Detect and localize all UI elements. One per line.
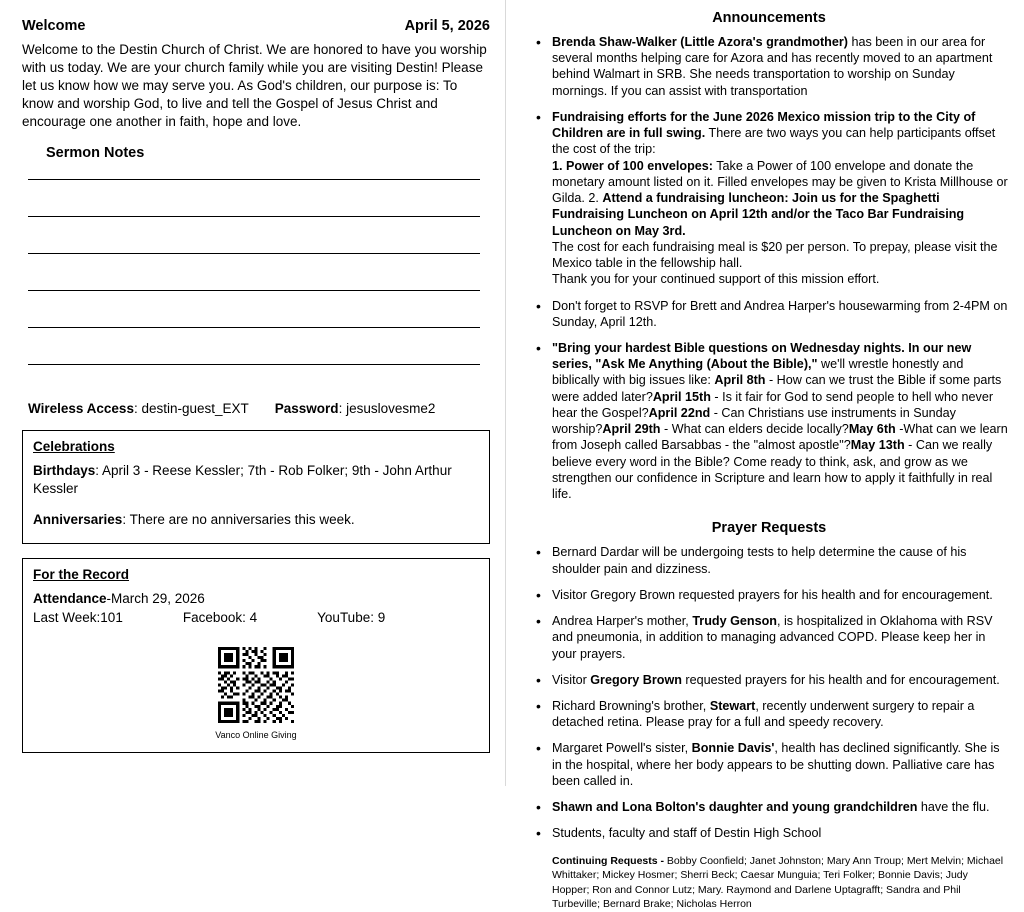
- list-item: [530, 109, 1008, 288]
- list-item: [530, 672, 1008, 688]
- continuing-requests-label: Continuing Requests -: [552, 854, 664, 867]
- fundraiser-option-2-lead: Attend a fundraising luncheon:: [602, 191, 789, 206]
- welcome-header: [22, 18, 490, 34]
- birthdays-label: Birthdays: [33, 462, 96, 478]
- bible-q-date: April 8th: [714, 373, 766, 388]
- note-line: [28, 216, 480, 217]
- prayer-post: , health has declined significantly. She is in the hospital, where her body appears to be shutting down. Palliative care has been called in.: [552, 741, 1000, 788]
- left-column: [0, 0, 512, 786]
- bible-q-text: - Can Christians use instruments in Sunday worship?: [552, 405, 956, 437]
- bible-q-text: -What can we learn from Joseph called Barsabbas - the "almost apostle"?: [552, 422, 1008, 453]
- prayer-name: Stewart: [709, 698, 756, 713]
- prayer-pre: Visitor: [552, 672, 591, 687]
- bible-q-date: April 29th: [602, 422, 661, 437]
- prayer-post: Bernard Dardar will be undergoing tests to help determine the cause of his shoulder pain and dizziness.: [552, 545, 967, 576]
- prayer-name: Shawn and Lona Bolton's daughter and young grandchildren: [552, 800, 918, 815]
- list-item: [530, 799, 1008, 815]
- note-line: [28, 179, 480, 180]
- wireless-access-row: [28, 401, 490, 416]
- wireless-password-value: jesuslovesme2: [346, 400, 436, 416]
- note-line: [28, 253, 480, 254]
- announcement-text: Don't forget to RSVP for Brett and Andrea Harper's housewarming from 2-4PM on Sunday, April 12th.: [552, 298, 1008, 329]
- record-counts: [33, 610, 479, 625]
- prayer-post: , recently underwent surgery to repair a detached retina. Please pray for a full and speedy recovery.: [552, 698, 975, 730]
- list-item: [530, 698, 1008, 730]
- bible-q-text: - Is it fair for God to send people to hell who never hear the Gospel?: [552, 389, 994, 420]
- announcement-text: There are two ways you can help participants offset the cost of the trip:: [552, 126, 996, 157]
- prayer-pre: Margaret Powell's sister,: [552, 741, 692, 756]
- bible-q-date: April 15th: [652, 389, 711, 404]
- announcement-lead: Brenda Shaw-Walker (Little Azora's grandmother): [552, 35, 848, 49]
- bible-q-text: - What can elders decide locally?: [660, 422, 849, 437]
- bible-questions-body: we'll wrestle honestly and biblically with big issues like:: [552, 357, 964, 388]
- right-column: [512, 0, 1024, 911]
- prayer-post: Visitor Gregory Brown requested prayers for his health and for encouragement.: [552, 587, 993, 602]
- sermon-notes-title: Sermon Notes: [46, 144, 145, 161]
- fundraiser-tail-2: Thank you for your continued support of this mission effort.: [552, 272, 880, 287]
- welcome-title: Welcome: [22, 18, 86, 34]
- prayer-name: Trudy Genson: [692, 614, 777, 629]
- prayer-requests-heading: Prayer Requests: [711, 520, 827, 537]
- wireless-access: Wireless Access: destin-guest_EXT: [28, 400, 249, 416]
- wireless-access-value: destin-guest_EXT: [141, 400, 249, 416]
- fundraiser-tail: The cost for each fundraising meal is $20 per person. To prepay, please visit the Mexico table in the fellowship hall.: [552, 239, 998, 271]
- birthdays-value: April 3 - Reese Kessler; 7th - Rob Folker; 9th - John Arthur Kessler: [33, 462, 452, 496]
- anniversaries-row: Anniversaries: There are no anniversaries this week.: [33, 512, 355, 528]
- prayer-pre: Richard Browning's brother,: [552, 698, 710, 713]
- wireless-password: Password: jesuslovesme2: [274, 400, 436, 416]
- for-the-record-box: [22, 558, 490, 753]
- last-week-label: Last Week:: [33, 610, 101, 626]
- record-heading: For the Record: [33, 567, 130, 583]
- youtube-label: YouTube:: [317, 610, 374, 626]
- last-week-value: 101: [100, 610, 123, 626]
- column-divider: [505, 0, 506, 786]
- note-line: [28, 290, 480, 291]
- fundraiser-option-1-lead: 1. Power of 100 envelopes:: [552, 158, 713, 173]
- announcement-text: has been in our area for several months helping care for Azora and has recently moved to an apartment behind Walmart in SRB. She needs transportation to worship on Sunday mornings. If you can assist with transportation: [552, 35, 993, 98]
- qr-caption: Vanco Online Giving: [215, 730, 297, 741]
- wireless-access-label: Wireless Access: [28, 400, 134, 416]
- bulletin-date: April 5, 2026: [404, 18, 490, 34]
- note-line: [28, 364, 480, 365]
- prayer-name: Bonnie Davis': [691, 741, 775, 756]
- list-item: [530, 34, 1008, 99]
- anniversaries-label: Anniversaries: [33, 512, 123, 528]
- bible-questions-closing: Come ready to think, ask, and grow as we strengthen our confidence in Scripture and learn how to apply it faithfully in real life.: [552, 454, 993, 502]
- celebrations-heading: Celebrations: [33, 438, 115, 454]
- wireless-password-label: Password: [274, 400, 339, 416]
- attendance-date: -March 29, 2026: [106, 591, 205, 607]
- bible-q-text: - How can we trust the Bible if some parts were added later?: [552, 373, 1002, 404]
- list-item: [530, 740, 1008, 789]
- prayer-post: have the flu.: [917, 800, 990, 815]
- birthdays-row: Birthdays: April 3 - Reese Kessler; 7th - Rob Folker; 9th - John Arthur Kessler: [33, 462, 452, 496]
- prayer-post: , is hospitalized in Oklahoma with RSV and pneumonia, in addition to managing advanced COPD. Please keep her in your prayers.: [552, 614, 993, 661]
- anniversaries-value: There are no anniversaries this week.: [129, 512, 355, 528]
- list-item: [530, 613, 1008, 662]
- list-item: [530, 340, 1008, 502]
- prayer-name: Gregory Brown: [590, 672, 682, 687]
- facebook-label: Facebook:: [182, 610, 246, 626]
- note-line: [28, 327, 480, 328]
- list-item: [530, 825, 1008, 841]
- facebook-value: 4: [249, 610, 258, 626]
- bible-q-date: April 22nd: [648, 405, 711, 420]
- prayer-post: Students, faculty and staff of Destin High School: [552, 826, 822, 841]
- list-item: [530, 544, 1008, 576]
- youtube-value: 9: [377, 610, 386, 626]
- youtube-count: [317, 610, 385, 625]
- announcements-list: [530, 34, 1008, 502]
- fundraiser-option-2-text: Join us for the Spaghetti Fundraising Luncheon on April 12th and/or the Taco Bar Fundraising Luncheon on May 3rd.: [552, 191, 965, 238]
- facebook-count: [183, 610, 257, 625]
- continuing-requests-text: Bobby Coonfield; Janet Johnston; Mary Ann Troup; Mert Melvin; Michael Whittaker; Mickey Hosmer; Sherri Beck; Caesar Munguia; Teri Folker; Bonnie Davis; Judy Hopper; Ron and Connor Lutz; Mary. Raymond and Darlene Uptagrafft; Sandra and Phil Turbeville; Bernard Brake; Nicholas Herron: [552, 854, 1004, 911]
- sermon-notes-lines: [22, 179, 490, 365]
- last-week-count: [33, 610, 123, 625]
- list-item: [530, 298, 1008, 330]
- giving-qr-block: [33, 647, 479, 740]
- fundraiser-option-1-text: Take a Power of 100 envelope and donate the monetary amount listed on it. Filled envelopes may be given to Krista Millhouse or Gilda. 2.: [552, 158, 1008, 206]
- announcement-lead: Fundraising efforts for the June 2026 Mexico mission trip to the City of Children are in full swing.: [552, 109, 976, 141]
- announcements-heading: Announcements: [712, 10, 826, 26]
- qr-code-icon[interactable]: [218, 647, 294, 723]
- prayer-requests-list: [530, 544, 1008, 841]
- bible-q-date: May 13th: [850, 438, 905, 453]
- attendance-row: [33, 590, 479, 608]
- prayer-pre: Andrea Harper's mother,: [552, 614, 693, 629]
- prayer-post: requested prayers for his health and for encouragement.: [681, 672, 1000, 687]
- bible-q-text: - Can we really believe every word in the Bible?: [552, 438, 993, 469]
- continuing-requests: [530, 854, 1008, 912]
- attendance-label: Attendance: [33, 591, 107, 607]
- list-item: [530, 587, 1008, 603]
- celebrations-box: [22, 430, 490, 544]
- bible-q-date: May 6th: [848, 422, 896, 437]
- welcome-body: Welcome to the Destin Church of Christ. We are honored to have you worship with us today. We are your church family while you are visiting Destin! Please let us know how we may serve you. As God's children, our purpose is: To know and worship God, to live and tell the Gospel of Jesus Christ and encourage one another in faith, hope and love.: [22, 42, 487, 129]
- bible-questions-lead: "Bring your hardest Bible questions on Wednesday nights. In our new series, "Ask Me Anything (About the Bible),": [552, 340, 972, 372]
